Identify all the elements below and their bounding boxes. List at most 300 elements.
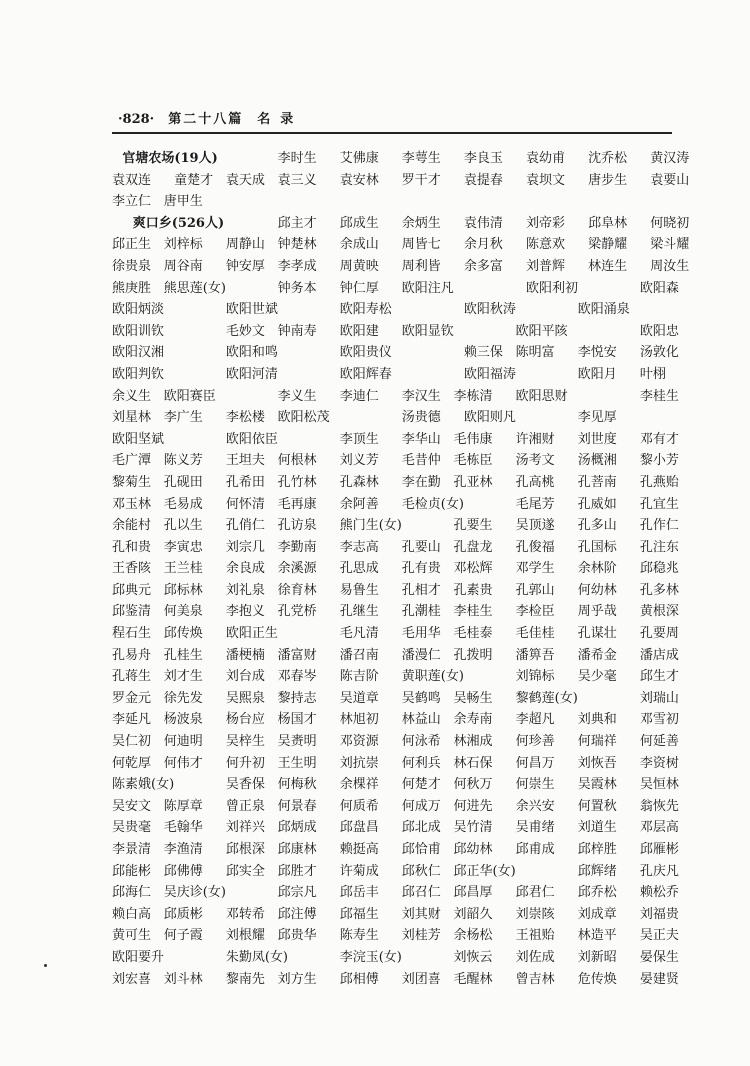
person-name: 李桂生 (453, 604, 493, 620)
person-name: 黎南先 (225, 971, 265, 987)
name-row (112, 148, 690, 170)
person-name: 袁安林 (339, 172, 379, 188)
person-name: 孔多林 (639, 582, 679, 598)
person-name: 艾佛康 (339, 151, 379, 166)
person-name: 何秋万 (453, 777, 493, 793)
person-name: 刘福贵 (639, 906, 679, 922)
person-name: 邱相傅 (339, 971, 379, 987)
person-name: 邱能彬 (112, 863, 152, 879)
person-name: 何进先 (453, 798, 493, 814)
person-name: 吴仁初 (112, 734, 152, 750)
person-name: 欧阳世斌 (225, 302, 278, 318)
person-name: 邱根深 (225, 842, 265, 857)
person-name: 刘恢吾 (577, 755, 617, 771)
person-name: 邱秋仁 (401, 863, 441, 879)
person-name: 曾正泉 (225, 798, 265, 814)
person-name: 邱康林 (277, 842, 317, 857)
person-name: 刘普辉 (526, 258, 566, 274)
person-name: 欧阳月 (577, 366, 617, 382)
person-name: 杨波泉 (163, 712, 203, 728)
person-name: 唐甲生 (163, 194, 203, 210)
person-name: 毛翰华 (163, 820, 203, 836)
person-name: 欧阳思财 (515, 388, 568, 404)
person-name: 刘帝彩 (526, 215, 566, 231)
person-name: 欧阳利初 (526, 280, 579, 296)
person-name: 梁静耀 (588, 237, 628, 253)
person-name: 邱辉绪 (577, 863, 617, 879)
name-row (112, 558, 680, 580)
name-row (112, 256, 690, 278)
person-name: 潘希金 (577, 647, 617, 663)
name-row (112, 364, 680, 386)
person-name: 孔要生 (453, 518, 493, 534)
person-name: 孔郭山 (515, 582, 555, 598)
person-name: 邱鉴清 (112, 604, 152, 620)
person-name: 李见厚 (577, 410, 617, 426)
person-name: 黎鹤莲(女) (515, 690, 578, 706)
person-name: 刘斗林 (163, 971, 203, 987)
person-name: 危传焕 (577, 971, 617, 987)
person-name: 潘店成 (639, 647, 679, 663)
person-name: 毛栋臣 (453, 453, 493, 469)
person-name: 刘成章 (577, 906, 617, 922)
person-name: 叶栩 (639, 366, 666, 382)
name-row (112, 278, 680, 300)
person-name: 邱甫成 (515, 842, 555, 857)
person-name: 潘箅吾 (515, 647, 555, 663)
person-name: 周乎哉 (577, 604, 617, 620)
person-name: 易鲁生 (339, 582, 379, 598)
person-name: 欧阳注凡 (401, 280, 454, 296)
person-name: 何幼林 (577, 582, 617, 598)
person-name: 邱注傅 (277, 906, 317, 922)
person-name: 林益山 (401, 712, 441, 728)
person-name: 欧阳福涛 (463, 366, 516, 382)
person-name: 邱盘昌 (339, 820, 379, 836)
person-name: 毛易成 (163, 496, 203, 512)
person-name: 李义生 (277, 388, 317, 404)
person-name: 何延善 (639, 734, 679, 750)
person-name: 李超凡 (515, 712, 555, 728)
person-name: 许菊成 (339, 863, 379, 879)
person-name: 刘义芳 (339, 453, 379, 469)
name-row (112, 666, 680, 688)
person-name: 袁要山 (650, 172, 690, 188)
person-name: 周利皆 (401, 258, 441, 274)
person-name: 孔党桥 (277, 604, 317, 620)
person-name: 欧阳汉湘 (112, 345, 165, 361)
name-row (112, 623, 680, 645)
person-name: 李顶生 (339, 431, 379, 447)
person-name: 余杨松 (453, 928, 493, 944)
person-name: 邱正生 (112, 237, 152, 253)
person-name: 孔国标 (577, 539, 617, 555)
person-name: 余兴安 (515, 798, 555, 814)
person-name: 李立仁 (112, 194, 152, 210)
person-name: 邱海仁 (112, 885, 152, 901)
person-name: 钟安厚 (225, 258, 265, 274)
person-name: 何昌万 (515, 755, 555, 771)
person-name: 邱福生 (339, 906, 379, 922)
person-name: 欧阳辉春 (339, 366, 392, 382)
person-name: 孔和贵 (112, 539, 152, 555)
person-name: 余溪源 (277, 561, 317, 577)
person-name: 邱北成 (401, 820, 441, 836)
person-name: 孔访泉 (277, 518, 317, 534)
person-name: 欧阳松茂 (277, 410, 330, 426)
person-name: 李萼生 (401, 151, 441, 166)
name-row (112, 170, 690, 192)
person-name: 王坦夫 (225, 453, 265, 469)
person-name: 邱稳兆 (639, 561, 679, 577)
person-name: 毛检贞(女) (401, 496, 464, 512)
person-name: 欧阳依臣 (225, 431, 278, 447)
section-heading: 爽口乡(526人) (132, 215, 225, 231)
name-row (112, 709, 680, 731)
person-name: 熊门生(女) (339, 518, 402, 534)
person-name: 孔高桃 (515, 474, 555, 490)
person-name: 钟仁厚 (339, 280, 379, 296)
name-row (112, 407, 680, 429)
name-row (112, 494, 680, 516)
person-name: 邱恰甫 (401, 842, 441, 857)
name-row (112, 234, 690, 256)
person-name: 毛昔仲 (401, 453, 441, 469)
person-name: 毛尾芳 (515, 496, 555, 512)
person-name: 吴鹤鸣 (401, 690, 441, 706)
person-name: 周谷南 (163, 258, 203, 274)
person-name: 何迪明 (163, 734, 203, 750)
name-row (112, 213, 690, 235)
person-name: 余寿南 (453, 712, 493, 728)
person-name: 欧阳建 (339, 323, 379, 339)
person-name: 刘宏喜 (112, 971, 152, 987)
person-name: 杨国才 (277, 712, 317, 728)
person-name: 朱勤凤(女) (225, 949, 288, 965)
person-name: 吴少毫 (577, 669, 617, 685)
person-name: 孔庆凡 (639, 863, 679, 879)
person-name: 邓春岑 (277, 669, 317, 685)
person-name: 罗干才 (401, 172, 441, 188)
name-row (112, 537, 680, 559)
name-row (112, 601, 680, 623)
person-name: 毛伟康 (453, 431, 493, 447)
person-name: 陈素娥(女) (112, 777, 175, 793)
person-name: 邱贵华 (277, 928, 317, 944)
person-name: 李栋清 (453, 388, 493, 404)
person-name: 钟楚林 (277, 237, 317, 253)
running-header (118, 108, 303, 127)
person-name: 李浣玉(女) (339, 949, 402, 965)
person-name: 毛妙文 (225, 323, 265, 339)
person-name: 杨台应 (225, 712, 265, 728)
person-name: 余阿善 (339, 496, 379, 512)
person-name: 晏建贤 (639, 971, 679, 987)
person-name: 袁坝文 (526, 172, 566, 188)
person-name: 孔素贵 (453, 582, 493, 598)
person-name: 邱昌厚 (453, 885, 493, 901)
name-row (112, 342, 680, 364)
person-name: 孔桂生 (163, 647, 203, 663)
person-name: 何晓初 (650, 215, 690, 231)
person-name: 邱梓胜 (577, 842, 617, 857)
name-row (112, 817, 680, 839)
name-row (112, 796, 680, 818)
person-name: 欧阳涌泉 (577, 302, 630, 318)
person-name: 何子霞 (163, 928, 203, 944)
person-name: 林造平 (577, 928, 617, 944)
person-name: 欧阳判钦 (112, 366, 165, 382)
person-name: 沈乔松 (588, 151, 628, 166)
person-name: 孔砚田 (163, 474, 203, 490)
person-name: 王香陔 (112, 561, 152, 577)
person-name: 邱乔松 (577, 885, 617, 901)
person-name: 黄可生 (112, 928, 152, 944)
person-name: 毛用华 (401, 626, 441, 642)
person-name: 李桂生 (639, 388, 679, 404)
person-name: 何楚才 (401, 777, 441, 793)
person-name: 孔有贵 (401, 561, 441, 577)
person-name: 孔要周 (639, 626, 679, 642)
person-name: 罗金元 (112, 690, 152, 706)
person-name: 刘抗崇 (339, 755, 379, 771)
person-name: 潘富财 (277, 647, 317, 663)
person-name: 毛凡清 (339, 626, 379, 642)
name-row (112, 904, 680, 926)
person-name: 孔宜生 (639, 496, 679, 512)
person-name: 邱君仁 (515, 885, 555, 901)
person-name: 李延凡 (112, 712, 152, 728)
person-name: 余良成 (225, 561, 265, 577)
person-name: 周皆七 (401, 237, 441, 253)
person-name: 李迪仁 (339, 388, 379, 404)
person-name: 李广生 (163, 410, 203, 426)
person-name: 李华山 (401, 431, 441, 447)
person-name: 何成万 (401, 798, 441, 814)
person-name: 邓有才 (639, 431, 679, 447)
person-name: 邱雁彬 (639, 842, 679, 857)
person-name: 袁幼甫 (526, 151, 566, 166)
person-name: 邓雪初 (639, 712, 679, 728)
person-name: 吴恒林 (639, 777, 679, 793)
person-name: 欧阳坚斌 (112, 431, 165, 447)
person-name: 孔蒋生 (112, 669, 152, 685)
person-name: 李景清 (112, 842, 152, 857)
person-name: 刘新昭 (577, 949, 617, 965)
person-name: 欧阳显钦 (401, 323, 454, 339)
person-name: 孔多山 (577, 518, 617, 534)
person-name: 陈吉阶 (339, 669, 379, 685)
person-name: 林湘成 (453, 734, 493, 750)
person-name: 吴竹清 (453, 820, 493, 836)
person-name: 孔易舟 (112, 647, 152, 663)
person-name: 孔亚林 (453, 474, 493, 490)
person-name: 刘道生 (577, 820, 617, 836)
person-name: 欧阳和鸣 (225, 345, 278, 361)
person-name: 孔继生 (339, 604, 379, 620)
person-name: 余义生 (112, 388, 152, 404)
person-name: 邱幼林 (453, 842, 493, 857)
person-name: 林连生 (588, 258, 628, 274)
person-name: 何怀清 (225, 496, 265, 512)
person-name: 袁双连 (112, 172, 152, 188)
name-row (112, 515, 680, 537)
person-name: 邱炳成 (277, 820, 317, 836)
person-name: 邓资源 (339, 734, 379, 750)
person-name: 邱主才 (277, 215, 317, 231)
name-row (112, 472, 680, 494)
person-name: 林石保 (453, 755, 493, 771)
person-name: 熊思莲(女) (163, 280, 226, 296)
name-row (112, 969, 680, 991)
person-name: 童楚才 (174, 172, 214, 188)
person-name: 何美泉 (163, 604, 203, 620)
person-name: 刘宗几 (225, 539, 265, 555)
chapter-title: 第二十八篇 (168, 112, 244, 127)
person-name: 孔燕贻 (639, 474, 679, 490)
person-name: 刘才生 (163, 669, 203, 685)
person-name: 欧阳贵仪 (339, 345, 392, 361)
person-name: 邱生才 (639, 669, 679, 685)
person-name: 刘梓标 (163, 237, 203, 253)
person-name: 欧阳寿松 (339, 302, 392, 318)
name-row (112, 450, 680, 472)
person-name: 刘桂芳 (401, 928, 441, 944)
person-name: 李汉生 (401, 388, 441, 404)
person-name: 林旭初 (339, 712, 379, 728)
person-name: 汤敦化 (639, 345, 679, 361)
person-name: 邱宗凡 (277, 885, 317, 901)
name-row (112, 861, 680, 883)
person-name: 孔要山 (401, 539, 441, 555)
person-name: 潘梗楠 (225, 647, 265, 663)
person-name: 潘漫仁 (401, 647, 441, 663)
person-name: 李检臣 (515, 604, 555, 620)
person-name: 周静山 (225, 237, 265, 253)
person-name: 吴梓生 (225, 734, 265, 750)
person-name: 李志高 (339, 539, 379, 555)
person-name: 许湘财 (515, 431, 555, 447)
person-name: 周黄映 (339, 258, 379, 274)
name-row (112, 429, 680, 451)
person-name: 孔拨明 (453, 647, 493, 663)
name-row (112, 299, 680, 321)
person-name: 孔森林 (339, 474, 379, 490)
page-number: ·828· (118, 112, 155, 127)
person-name: 欧阳河清 (225, 366, 278, 382)
person-name: 吴道章 (339, 690, 379, 706)
person-name: 何梅秋 (277, 777, 317, 793)
person-name: 黄汉涛 (650, 151, 690, 166)
person-name: 黎小芳 (639, 453, 679, 469)
person-name: 刘团喜 (401, 971, 441, 987)
person-name: 陈厚章 (163, 798, 203, 814)
name-row (112, 839, 680, 861)
person-name: 欧阳森 (639, 280, 679, 296)
person-name: 孔俏仁 (225, 518, 265, 534)
person-name: 何根林 (277, 453, 317, 469)
person-name: 余炳生 (401, 215, 441, 231)
person-name: 余林阶 (577, 561, 617, 577)
person-name: 吴甫绪 (515, 820, 555, 836)
person-name: 刘典和 (577, 712, 617, 728)
person-name: 邱成生 (339, 215, 379, 231)
name-row (112, 645, 680, 667)
person-name: 余月秋 (463, 237, 503, 253)
person-name: 李勤南 (277, 539, 317, 555)
person-name: 何瑞祥 (577, 734, 617, 750)
person-name: 王兰桂 (163, 561, 203, 577)
person-name: 欧阳则凡 (463, 410, 516, 426)
person-name: 何崇生 (515, 777, 555, 793)
person-name: 邓松辉 (453, 561, 493, 577)
person-name: 徐贵泉 (112, 258, 152, 274)
person-name: 刘锦标 (515, 669, 555, 685)
person-name: 刘台成 (225, 669, 265, 685)
person-name: 邱典元 (112, 582, 152, 598)
person-name: 邱传焕 (163, 626, 203, 642)
person-name: 孔威如 (577, 496, 617, 512)
person-name: 李时生 (277, 151, 317, 166)
person-name: 余多富 (463, 258, 503, 274)
person-name: 李渔清 (163, 842, 203, 857)
person-name: 孔盘龙 (453, 539, 493, 555)
person-name: 吴贵毫 (112, 820, 152, 836)
person-name: 何乾厚 (112, 755, 152, 771)
person-name: 余棵祥 (339, 777, 379, 793)
person-name: 欧阳赛臣 (163, 388, 216, 404)
person-name: 刘礼泉 (225, 582, 265, 598)
person-name: 邱质彬 (163, 906, 203, 922)
person-name: 邱岳丰 (339, 885, 379, 901)
person-name: 孔谋壮 (577, 626, 617, 642)
person-name: 刘其财 (401, 906, 441, 922)
name-row (112, 321, 680, 343)
person-name: 毛醒林 (453, 971, 493, 987)
person-name: 何景春 (277, 798, 317, 814)
person-name: 汤贵德 (401, 410, 441, 426)
person-name: 陈寿生 (339, 928, 379, 944)
person-name: 黎持志 (277, 690, 317, 706)
person-name: 袁伟清 (463, 215, 503, 231)
person-name: 程石生 (112, 626, 152, 642)
person-name: 李悦安 (577, 345, 617, 361)
person-name: 汤概湘 (577, 453, 617, 469)
person-name: 黄根深 (639, 604, 679, 620)
person-name: 毛桂泰 (453, 626, 493, 642)
person-name: 吴畅生 (453, 690, 493, 706)
person-name: 袁提春 (463, 172, 503, 188)
name-row (112, 925, 680, 947)
person-name: 陈意欢 (526, 237, 566, 253)
person-name: 欧阳要升 (112, 949, 165, 965)
person-name: 吴赉明 (277, 734, 317, 750)
person-name: 吴顶遂 (515, 518, 555, 534)
person-name: 何升初 (225, 755, 265, 771)
person-name: 何置秋 (577, 798, 617, 814)
person-name: 何质希 (339, 798, 379, 814)
person-name: 刘祥兴 (225, 820, 265, 836)
person-name: 邱实全 (225, 863, 265, 879)
person-name: 钟务本 (277, 280, 317, 296)
person-name: 欧阳忠 (639, 323, 679, 339)
person-name: 晏保生 (639, 949, 679, 965)
name-row (112, 774, 680, 796)
person-name: 何珍善 (515, 734, 555, 750)
person-name: 孔相才 (401, 582, 441, 598)
person-name: 何伟才 (163, 755, 203, 771)
person-name: 邱阜林 (588, 215, 628, 231)
